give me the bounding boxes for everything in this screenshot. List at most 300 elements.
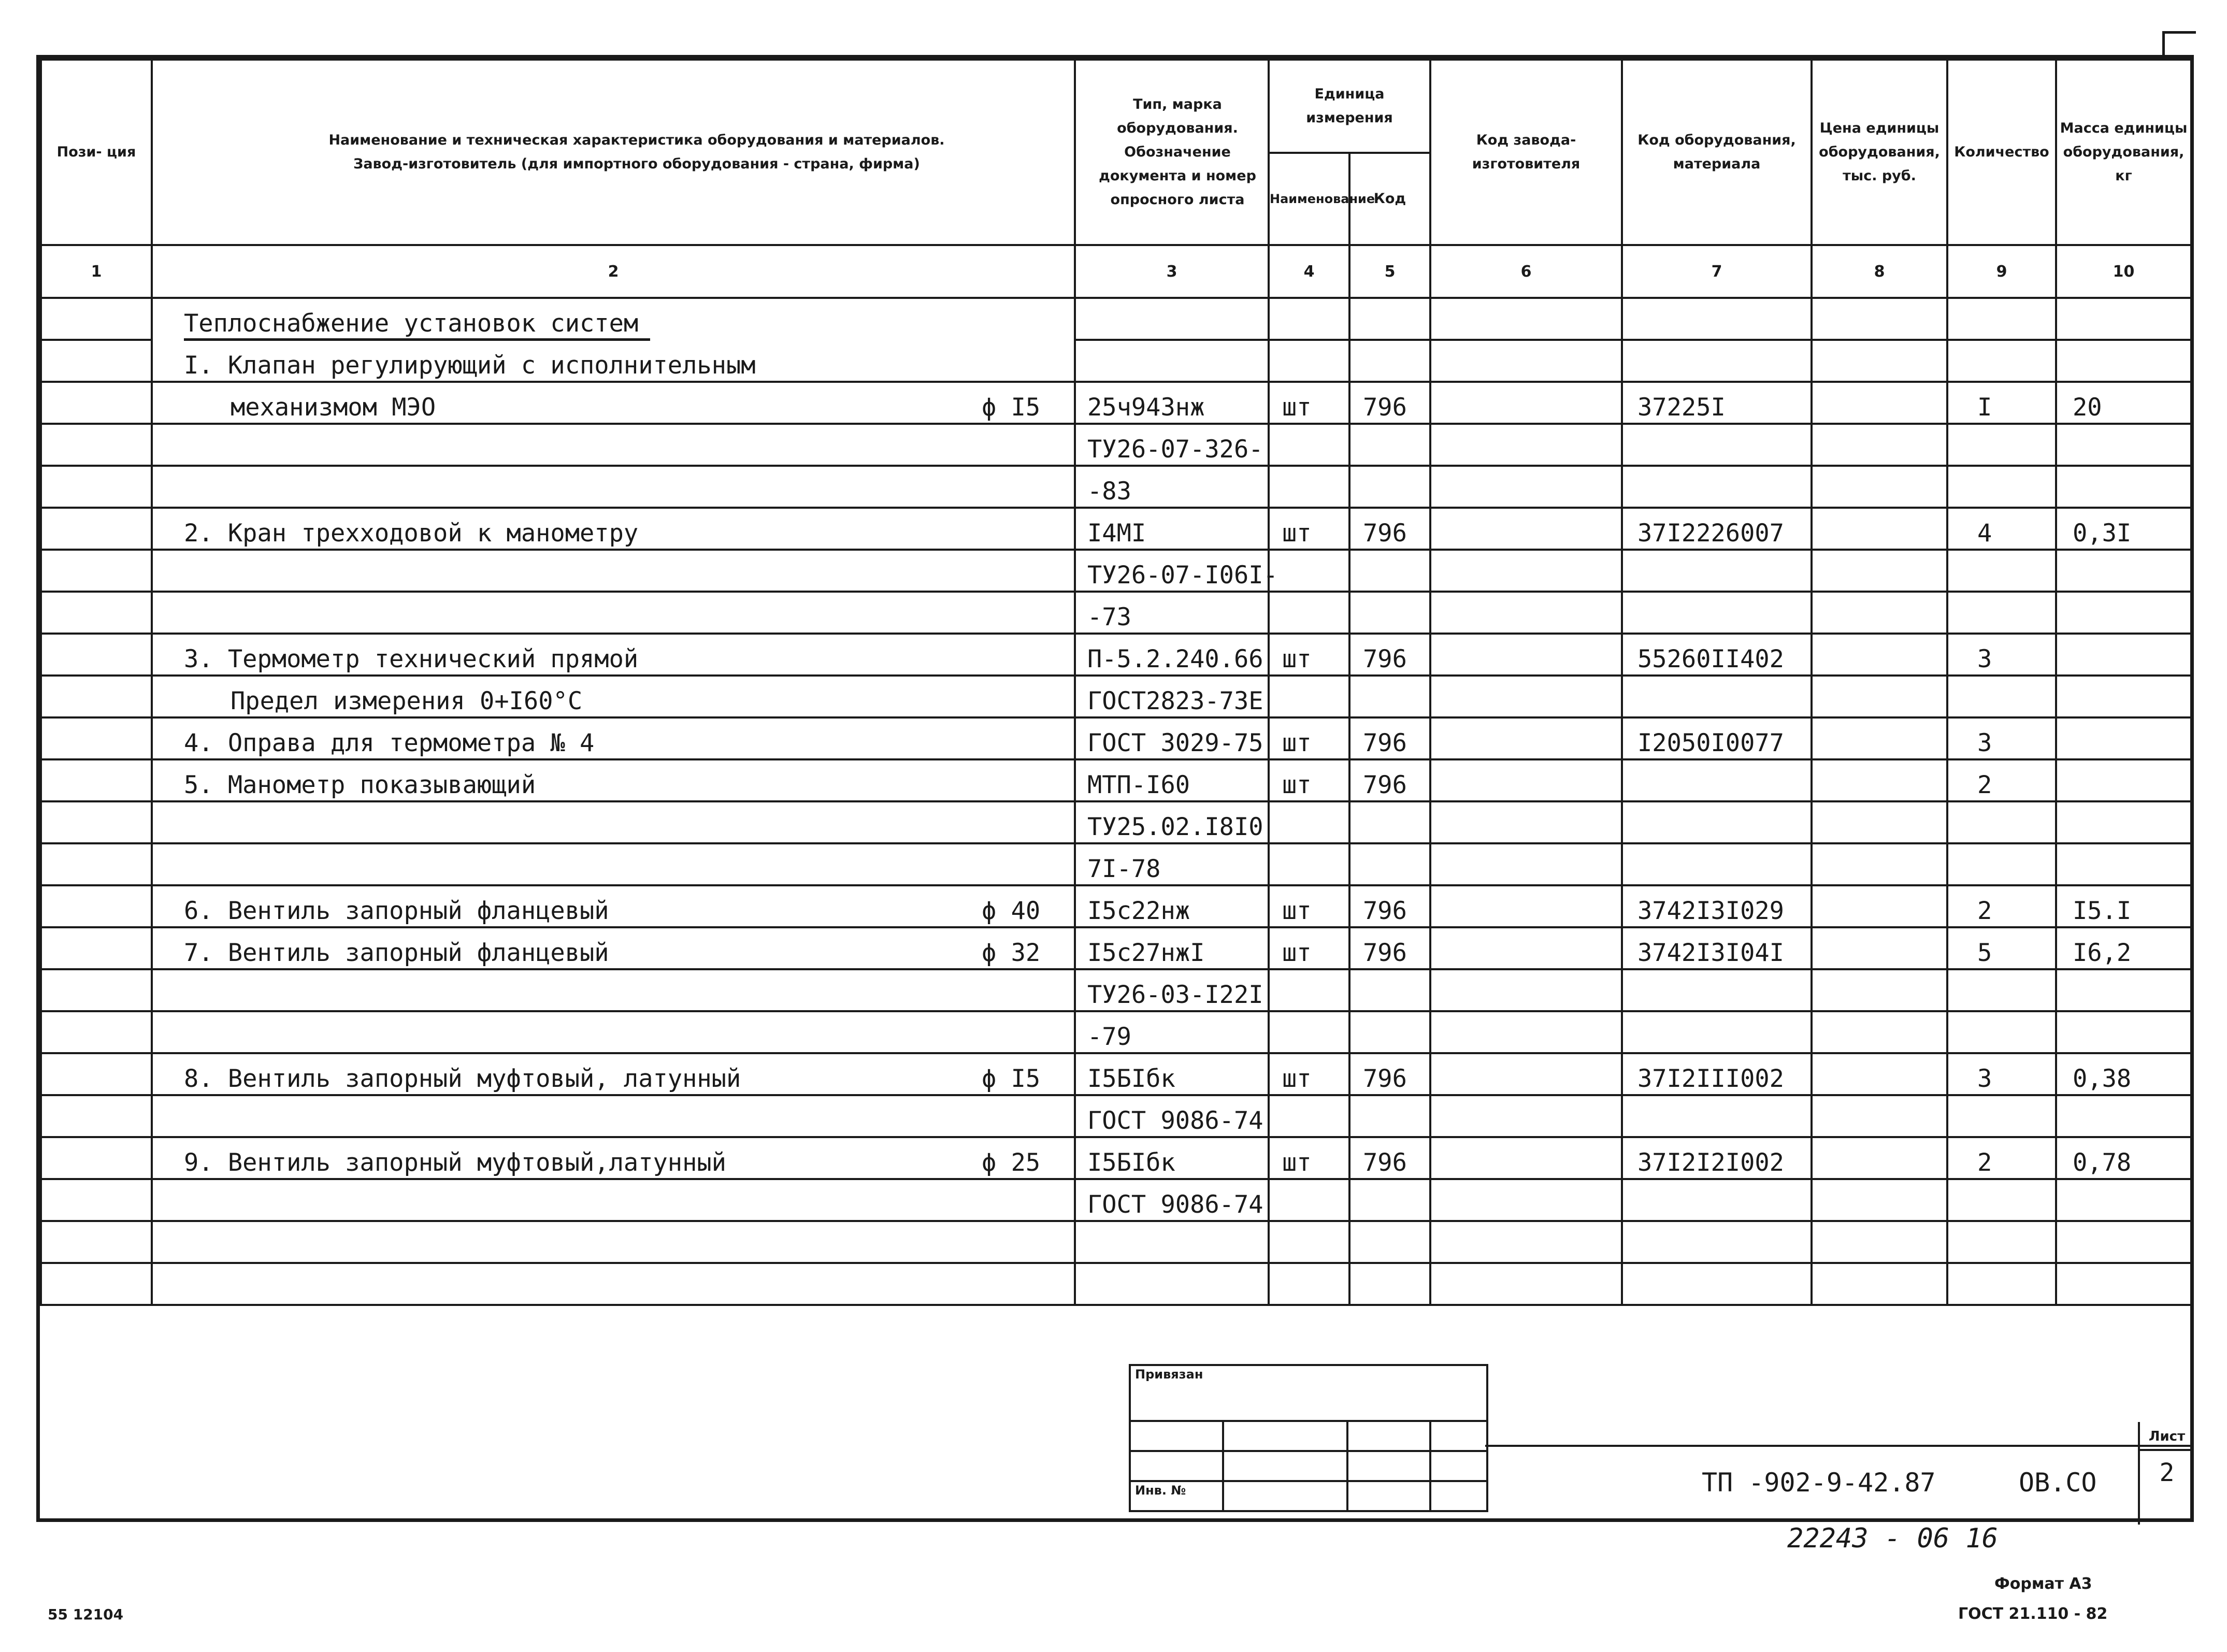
equipment-code-cell: 3742I3I04I: [1622, 927, 1812, 969]
price-cell: [1812, 424, 1947, 466]
table-row: [41, 634, 2191, 676]
equipment-code-cell: [1622, 1095, 1812, 1137]
position-cell: [41, 466, 152, 508]
quantity-cell: 3: [1947, 634, 2056, 676]
unit-name-cell: шт: [1269, 717, 1349, 759]
column-number: 4: [1269, 245, 1349, 298]
factory-code-cell: [1430, 508, 1622, 550]
equipment-code-cell: 37I2226007: [1622, 508, 1812, 550]
unit-code-cell: 796: [1349, 1053, 1430, 1095]
table-row: [41, 927, 2191, 969]
quantity-cell: [1947, 340, 2056, 382]
position-cell: [41, 676, 152, 717]
position-cell: [41, 382, 152, 424]
item-name: 8. Вентиль запорный муфтовый, латунный: [184, 1065, 741, 1093]
header-mass: Масса единицы оборудования, кг: [2056, 60, 2191, 245]
item-name: 4. Оправа для термометра № 4: [184, 729, 595, 757]
item-type-cell: -83: [1075, 466, 1269, 508]
item-name-cell: [152, 508, 1075, 550]
factory-code-cell: [1430, 340, 1622, 382]
mass-cell: [2056, 592, 2191, 634]
equipment-code-cell: [1622, 1179, 1812, 1221]
quantity-cell: 4: [1947, 508, 2056, 550]
factory-code-cell: [1430, 1053, 1622, 1095]
equipment-code-cell: [1622, 843, 1812, 885]
factory-code-cell: [1430, 759, 1622, 801]
item-name-cell: [152, 340, 1075, 382]
item-name-cell: [152, 1179, 1075, 1221]
document-code: ТП -902-9-42.87: [1702, 1468, 1936, 1498]
item-name-cell: [152, 1137, 1075, 1179]
unit-name-cell: [1269, 1263, 1349, 1305]
quantity-cell: 3: [1947, 717, 2056, 759]
unit-name-cell: [1269, 1179, 1349, 1221]
table-row: [41, 592, 2191, 634]
unit-name-cell: [1269, 298, 1349, 340]
mass-cell: [2056, 759, 2191, 801]
table-row: [41, 1053, 2191, 1095]
diameter-label: ϕ 25: [982, 1148, 1041, 1177]
mass-cell: [2056, 1221, 2191, 1263]
factory-code-cell: [1430, 592, 1622, 634]
equipment-code-cell: [1622, 676, 1812, 717]
equipment-code-cell: [1622, 466, 1812, 508]
quantity-cell: [1947, 466, 2056, 508]
unit-name-cell: шт: [1269, 927, 1349, 969]
column-number: 2: [152, 245, 1075, 298]
mass-cell: [2056, 466, 2191, 508]
table-row: [41, 1221, 2191, 1263]
stamp-cell: [1223, 1421, 1347, 1451]
equipment-code-cell: [1622, 424, 1812, 466]
document-suffix: ОВ.СО: [2019, 1468, 2097, 1498]
mass-cell: [2056, 717, 2191, 759]
mass-cell: 0,3I: [2056, 508, 2191, 550]
mass-cell: 0,78: [2056, 1137, 2191, 1179]
item-name: 3. Термометр технический прямой: [184, 645, 639, 673]
item-type-cell: ТУ26-03-I22I: [1075, 969, 1269, 1011]
equipment-code-cell: [1622, 1263, 1812, 1305]
unit-code-cell: 796: [1349, 927, 1430, 969]
column-number: 6: [1430, 245, 1622, 298]
binding-stamp: [1129, 1364, 1488, 1512]
unit-code-cell: [1349, 1263, 1430, 1305]
item-type-cell: ГОСТ 9086-74: [1075, 1179, 1269, 1221]
factory-code-cell: [1430, 885, 1622, 927]
specification-table: [40, 59, 2192, 1306]
item-type-cell: 7I-78: [1075, 843, 1269, 885]
item-name-cell: [152, 382, 1075, 424]
position-cell: [41, 1011, 152, 1053]
price-cell: [1812, 927, 1947, 969]
header-equipment-code: Код оборудования, материала: [1622, 60, 1812, 245]
price-cell: [1812, 1053, 1947, 1095]
price-cell: [1812, 1095, 1947, 1137]
stamp-inv-label: Инв. №: [1130, 1481, 1223, 1511]
position-cell: [41, 634, 152, 676]
position-cell: [41, 801, 152, 843]
position-cell: [41, 298, 152, 340]
item-name: Теплоснабжение установок систем: [184, 309, 639, 338]
equipment-code-cell: 37I2III002: [1622, 1053, 1812, 1095]
unit-code-cell: 796: [1349, 759, 1430, 801]
equipment-code-cell: [1622, 298, 1812, 340]
mass-cell: [2056, 550, 2191, 592]
mass-cell: [2056, 801, 2191, 843]
header-unit-name: Наименование: [1269, 153, 1349, 245]
item-type-cell: -79: [1075, 1011, 1269, 1053]
price-cell: [1812, 759, 1947, 801]
stamp-cell: [1430, 1421, 1487, 1451]
item-name: механизмом МЭО: [231, 393, 436, 422]
table-row: [41, 1095, 2191, 1137]
position-cell: [41, 1263, 152, 1305]
unit-code-cell: 796: [1349, 382, 1430, 424]
stamp-cell: [1347, 1451, 1430, 1481]
diameter-label: ϕ 32: [982, 939, 1041, 967]
table-row: [41, 969, 2191, 1011]
unit-code-cell: 796: [1349, 634, 1430, 676]
sheet-label: Лист: [2140, 1424, 2194, 1451]
table-row: [41, 717, 2191, 759]
unit-name-cell: [1269, 676, 1349, 717]
inventory-number: 22243 - 06 16: [1787, 1523, 1998, 1554]
diameter-label: ϕ 40: [982, 897, 1041, 925]
item-name-cell: [152, 1095, 1075, 1137]
factory-code-cell: [1430, 1263, 1622, 1305]
position-cell: [41, 927, 152, 969]
header-position: Пози- ция: [41, 60, 152, 245]
mass-cell: I5.I: [2056, 885, 2191, 927]
item-name-cell: [152, 1011, 1075, 1053]
unit-name-cell: шт: [1269, 885, 1349, 927]
header-name-line1: Наименование и техническая характеристика оборудования и материалов.: [328, 132, 945, 148]
title-block: [1485, 1429, 2194, 1525]
unit-name-cell: [1269, 1221, 1349, 1263]
quantity-cell: [1947, 969, 2056, 1011]
stamp-cell: [1223, 1451, 1347, 1481]
quantity-cell: [1947, 801, 2056, 843]
item-type-cell: ТУ26-07-I06I-: [1075, 550, 1269, 592]
item-type-cell: ТУ26-07-326-: [1075, 424, 1269, 466]
header-quantity: Количество: [1947, 60, 2056, 245]
price-cell: [1812, 885, 1947, 927]
item-name-cell: [152, 592, 1075, 634]
table-row: [41, 759, 2191, 801]
unit-name-cell: [1269, 466, 1349, 508]
position-cell: [41, 1137, 152, 1179]
position-cell: [41, 1221, 152, 1263]
unit-code-cell: [1349, 340, 1430, 382]
unit-code-cell: 796: [1349, 885, 1430, 927]
item-name: 6. Вентиль запорный фланцевый: [184, 897, 609, 925]
stamp-cell: [1347, 1421, 1430, 1451]
mass-cell: [2056, 843, 2191, 885]
column-number: 5: [1349, 245, 1430, 298]
mass-cell: [2056, 969, 2191, 1011]
unit-name-cell: шт: [1269, 759, 1349, 801]
stamp-cell: [1430, 1481, 1487, 1511]
price-cell: [1812, 1221, 1947, 1263]
position-cell: [41, 1053, 152, 1095]
table-row: [41, 424, 2191, 466]
item-type-cell: ГОСТ2823-73Е: [1075, 676, 1269, 717]
unit-name-cell: [1269, 843, 1349, 885]
equipment-code-cell: [1622, 340, 1812, 382]
equipment-code-cell: [1622, 969, 1812, 1011]
position-cell: [41, 340, 152, 382]
position-cell: [41, 550, 152, 592]
column-number: 7: [1622, 245, 1812, 298]
mass-cell: [2056, 1179, 2191, 1221]
unit-name-cell: [1269, 969, 1349, 1011]
table-row: [41, 885, 2191, 927]
factory-code-cell: [1430, 634, 1622, 676]
position-cell: [41, 1179, 152, 1221]
item-name: 7. Вентиль запорный фланцевый: [184, 939, 609, 967]
unit-name-cell: шт: [1269, 382, 1349, 424]
format-label: Формат А3: [1994, 1575, 2092, 1593]
stamp-cell: [1130, 1421, 1223, 1451]
table-row: [41, 508, 2191, 550]
price-cell: [1812, 969, 1947, 1011]
equipment-code-cell: [1622, 1011, 1812, 1053]
factory-code-cell: [1430, 927, 1622, 969]
item-name-cell: [152, 466, 1075, 508]
column-number: 3: [1075, 245, 1269, 298]
unit-name-cell: шт: [1269, 1053, 1349, 1095]
quantity-cell: 5: [1947, 927, 2056, 969]
mass-cell: [2056, 1263, 2191, 1305]
equipment-code-cell: 37225I: [1622, 382, 1812, 424]
price-cell: [1812, 801, 1947, 843]
unit-code-cell: [1349, 843, 1430, 885]
mass-cell: [2056, 340, 2191, 382]
item-type-cell: МТП-I60: [1075, 759, 1269, 801]
item-name-cell: [152, 634, 1075, 676]
mass-cell: [2056, 424, 2191, 466]
unit-code-cell: [1349, 550, 1430, 592]
quantity-cell: 2: [1947, 759, 2056, 801]
factory-code-cell: [1430, 969, 1622, 1011]
header-price: Цена единицы оборудования, тыс. руб.: [1812, 60, 1947, 245]
item-type-cell: П-5.2.240.66: [1075, 634, 1269, 676]
specification-sheet: [36, 55, 2194, 1522]
table-row: [41, 382, 2191, 424]
header-unit-code: Код: [1349, 153, 1430, 245]
quantity-cell: I: [1947, 382, 2056, 424]
quantity-cell: [1947, 550, 2056, 592]
item-type-cell: I5с27нжI: [1075, 927, 1269, 969]
item-name: Предел измерения 0+I60°С: [231, 687, 583, 715]
item-name-cell: [152, 424, 1075, 466]
price-cell: [1812, 1011, 1947, 1053]
factory-code-cell: [1430, 801, 1622, 843]
header-name: [152, 60, 1075, 245]
column-number-row: [41, 245, 2191, 298]
equipment-code-cell: 3742I3I029: [1622, 885, 1812, 927]
item-type-cell: ТУ25.02.I8I0: [1075, 801, 1269, 843]
factory-code-cell: [1430, 424, 1622, 466]
position-cell: [41, 717, 152, 759]
stamp-cell: [1130, 1451, 1223, 1481]
position-cell: [41, 1095, 152, 1137]
price-cell: [1812, 550, 1947, 592]
table-row: [41, 801, 2191, 843]
quantity-cell: [1947, 424, 2056, 466]
item-name-cell: [152, 759, 1075, 801]
mass-cell: [2056, 634, 2191, 676]
item-type-cell: I5БIбк: [1075, 1137, 1269, 1179]
position-cell: [41, 508, 152, 550]
item-name-cell: [152, 717, 1075, 759]
table-row: [41, 466, 2191, 508]
price-cell: [1812, 340, 1947, 382]
item-name-cell: [152, 1053, 1075, 1095]
unit-name-cell: [1269, 592, 1349, 634]
diameter-label: ϕ I5: [982, 393, 1041, 422]
price-cell: [1812, 592, 1947, 634]
item-name-cell: [152, 885, 1075, 927]
equipment-code-cell: I2050I0077: [1622, 717, 1812, 759]
price-cell: [1812, 466, 1947, 508]
quantity-cell: [1947, 1011, 2056, 1053]
mass-cell: [2056, 298, 2191, 340]
unit-name-cell: [1269, 550, 1349, 592]
factory-code-cell: [1430, 676, 1622, 717]
mass-cell: [2056, 1095, 2191, 1137]
price-cell: [1812, 1137, 1947, 1179]
equipment-code-cell: 55260II402: [1622, 634, 1812, 676]
item-name-cell: [152, 801, 1075, 843]
price-cell: [1812, 717, 1947, 759]
quantity-cell: [1947, 676, 2056, 717]
table-row: [41, 1263, 2191, 1305]
quantity-cell: [1947, 298, 2056, 340]
factory-code-cell: [1430, 466, 1622, 508]
table-row: [41, 1011, 2191, 1053]
quantity-cell: 2: [1947, 1137, 2056, 1179]
quantity-cell: [1947, 843, 2056, 885]
price-cell: [1812, 1263, 1947, 1305]
factory-code-cell: [1430, 550, 1622, 592]
header-type: Тип, марка оборудования. Обозначение документа и номер опросного листа: [1075, 60, 1269, 245]
position-cell: [41, 843, 152, 885]
price-cell: [1812, 676, 1947, 717]
column-number: 10: [2056, 245, 2191, 298]
quantity-cell: [1947, 1221, 2056, 1263]
table-row: [41, 1137, 2191, 1179]
factory-code-cell: [1430, 1221, 1622, 1263]
equipment-code-cell: [1622, 1221, 1812, 1263]
mass-cell: 20: [2056, 382, 2191, 424]
unit-code-cell: 796: [1349, 1137, 1430, 1179]
item-type-cell: I5с22нж: [1075, 885, 1269, 927]
unit-code-cell: [1349, 676, 1430, 717]
quantity-cell: [1947, 1179, 2056, 1221]
item-name-cell: [152, 927, 1075, 969]
header-row: [41, 60, 2191, 153]
unit-code-cell: [1349, 424, 1430, 466]
factory-code-cell: [1430, 1011, 1622, 1053]
unit-name-cell: шт: [1269, 1137, 1349, 1179]
stamp-cell: [1223, 1481, 1347, 1511]
unit-name-cell: [1269, 424, 1349, 466]
quantity-cell: [1947, 1095, 2056, 1137]
header-factory-code: Код завода-изготовителя: [1430, 60, 1622, 245]
item-type-cell: [1075, 1263, 1269, 1305]
unit-code-cell: [1349, 1179, 1430, 1221]
table-row: [41, 340, 2191, 382]
item-type-cell: [1075, 1221, 1269, 1263]
table-row: [41, 1179, 2191, 1221]
position-cell: [41, 969, 152, 1011]
unit-code-cell: [1349, 969, 1430, 1011]
unit-code-cell: 796: [1349, 508, 1430, 550]
factory-code-cell: [1430, 843, 1622, 885]
sheet-number-box: [2138, 1422, 2194, 1525]
unit-code-cell: [1349, 298, 1430, 340]
unit-name-cell: [1269, 1095, 1349, 1137]
table-row: [41, 843, 2191, 885]
factory-code-cell: [1430, 298, 1622, 340]
item-name-cell: [152, 550, 1075, 592]
column-number: 9: [1947, 245, 2056, 298]
item-name-cell: [152, 676, 1075, 717]
unit-name-cell: шт: [1269, 634, 1349, 676]
mass-cell: [2056, 676, 2191, 717]
item-type-cell: ГОСТ 9086-74: [1075, 1095, 1269, 1137]
equipment-code-cell: [1622, 759, 1812, 801]
item-name-cell: [152, 843, 1075, 885]
item-name: 5. Манометр показывающий: [184, 771, 536, 799]
unit-name-cell: [1269, 801, 1349, 843]
quantity-cell: [1947, 592, 2056, 634]
position-cell: [41, 424, 152, 466]
stamp-cell: [1430, 1451, 1487, 1481]
table-row: [41, 676, 2191, 717]
unit-name-cell: [1269, 340, 1349, 382]
factory-code-cell: [1430, 1095, 1622, 1137]
stamp-bound-label: Привязан: [1130, 1365, 1487, 1421]
item-name: I. Клапан регулирующий с исполнительным: [184, 351, 756, 380]
equipment-code-cell: [1622, 550, 1812, 592]
standard-label: ГОСТ 21.110 - 82: [1958, 1605, 2108, 1623]
item-type-cell: I5БIбк: [1075, 1053, 1269, 1095]
item-type-cell: 25ч943нж: [1075, 382, 1269, 424]
mass-cell: 0,38: [2056, 1053, 2191, 1095]
table-row: [41, 298, 2191, 340]
unit-code-cell: [1349, 1011, 1430, 1053]
position-cell: [41, 759, 152, 801]
item-type-cell: [1075, 340, 1269, 382]
quantity-cell: [1947, 1263, 2056, 1305]
quantity-cell: 2: [1947, 885, 2056, 927]
equipment-code-cell: 37I2I2I002: [1622, 1137, 1812, 1179]
unit-code-cell: [1349, 592, 1430, 634]
unit-code-cell: [1349, 801, 1430, 843]
item-type-cell: ГОСТ 3029-75: [1075, 717, 1269, 759]
unit-code-cell: [1349, 466, 1430, 508]
factory-code-cell: [1430, 1179, 1622, 1221]
price-cell: [1812, 1179, 1947, 1221]
mass-cell: [2056, 1011, 2191, 1053]
price-cell: [1812, 508, 1947, 550]
price-cell: [1812, 843, 1947, 885]
price-cell: [1812, 382, 1947, 424]
item-type-cell: -73: [1075, 592, 1269, 634]
item-type-cell: [1075, 298, 1269, 340]
